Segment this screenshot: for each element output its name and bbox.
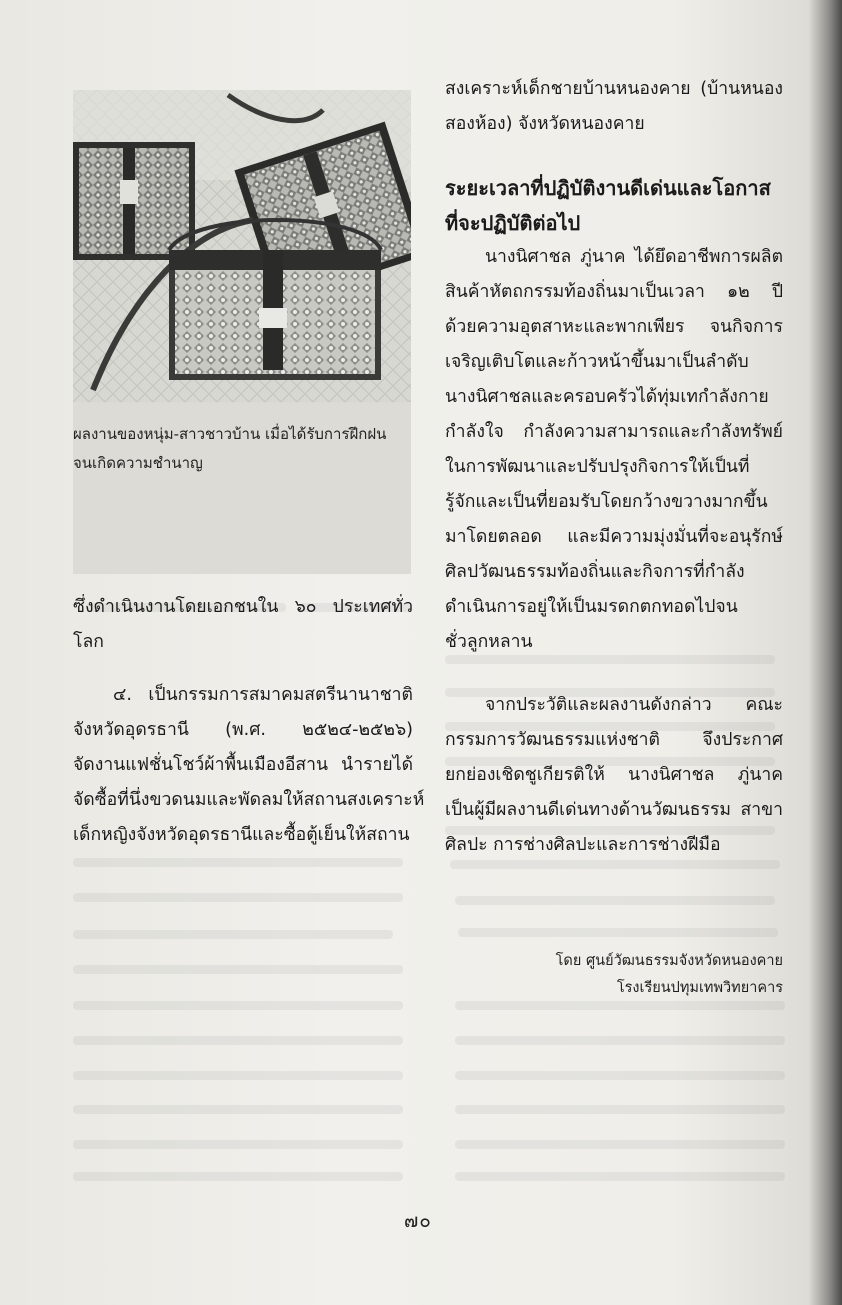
body-line: จังหวัดอุดรธานี (พ.ศ. ๒๕๒๔-๒๕๒๖) bbox=[73, 720, 413, 740]
body-line: นางนิศาชล ภู่นาค ได้ยึดอาชีพการผลิต bbox=[485, 247, 783, 267]
figure-panel bbox=[73, 90, 411, 574]
credit-line: โดย ศูนย์วัฒนธรรมจังหวัดหนองคาย bbox=[555, 953, 783, 969]
body-line: จัดงานแฟชั่นโชว์ผ้าพื้นเมืองอีสาน นำรายได้ bbox=[73, 755, 413, 775]
body-line: ยกย่องเชิดชูเกียรติให้ นางนิศาชล ภู่นาค bbox=[445, 765, 783, 785]
caption-line: ผลงานของหนุ่ม-สาวชาวบ้าน เมื่อได้รับการฝึกฝน bbox=[73, 425, 387, 443]
body-line: ศิลปวัฒนธรรมท้องถิ่นและกิจการที่กำลัง bbox=[445, 562, 745, 582]
body-line: นางนิศาชลและครอบครัวได้ทุ่มเทกำลังกาย bbox=[445, 387, 769, 407]
section-heading: ที่จะปฏิบัติต่อไป bbox=[445, 211, 581, 235]
body-line: เป็นผู้มีผลงานดีเด่นทางด้านวัฒนธรรม สาขา bbox=[445, 800, 783, 820]
body-line: เด็กหญิงจังหวัดอุดรธานีและซื้อตู้เย็นให้สถาน bbox=[73, 825, 410, 845]
body-line: ศิลปะ การช่างศิลปะและการช่างฝีมือ bbox=[445, 835, 721, 855]
photo-caption bbox=[73, 420, 411, 478]
caption-line: จนเกิดความชำนาญ bbox=[73, 454, 203, 472]
author-credit bbox=[445, 948, 783, 1002]
body-line: ชั่วลูกหลาน bbox=[445, 632, 533, 652]
body-line: รู้จักและเป็นที่ยอมรับโดยกว้างขวางมากขึ้น bbox=[445, 492, 768, 512]
page-number: ๗๐ bbox=[404, 1210, 432, 1232]
body-line: ซึ่งดำเนินงานโดยเอกชนใน ๖๐ ประเทศทั่ว bbox=[73, 597, 413, 617]
left-column bbox=[73, 590, 425, 853]
body-line: กรรมการวัฒนธรรมแห่งชาติ จึงประกาศ bbox=[445, 730, 783, 750]
credit-line: โรงเรียนปทุมเทพวิทยาคาร bbox=[616, 980, 783, 996]
body-line: ๔. เป็นกรรมการสมาคมสตรีนานาชาติ bbox=[113, 685, 413, 705]
body-line: จากประวัติและผลงานดังกล่าว คณะ bbox=[485, 695, 783, 715]
handwoven-bags-photo-icon bbox=[73, 90, 411, 402]
body-line: จัดซื้อที่นึ่งขวดนมและพัดลมให้สถานสงเคราะห์ bbox=[73, 790, 425, 810]
section-heading: ระยะเวลาที่ปฏิบัติงานดีเด่นและโอกาส bbox=[445, 176, 771, 200]
body-line: กำลังใจ กำลังความสามารถและกำลังทรัพย์ bbox=[445, 422, 783, 442]
body-line: สองห้อง) จังหวัดหนองคาย bbox=[445, 114, 645, 134]
body-line: สินค้าหัตถกรรมท้องถิ่นมาเป็นเวลา ๑๒ ปี bbox=[445, 282, 783, 302]
bags-photo bbox=[73, 90, 411, 402]
body-line: โลก bbox=[73, 632, 104, 652]
body-line: มาโดยตลอด และมีความมุ่งมั่นที่จะอนุรักษ์ bbox=[445, 527, 783, 547]
body-line: ในการพัฒนาและปรับปรุงกิจการให้เป็นที่ bbox=[445, 457, 750, 477]
body-line: ด้วยความอุตสาหะและพากเพียร จนกิจการ bbox=[445, 317, 783, 337]
body-line: เจริญเติบโตและก้าวหน้าขึ้นมาเป็นลำดับ bbox=[445, 352, 749, 372]
body-line: ดำเนินการอยู่ให้เป็นมรดกตกทอดไปจน bbox=[445, 597, 738, 617]
right-column bbox=[445, 72, 783, 863]
body-line: สงเคราะห์เด็กชายบ้านหนองคาย (บ้านหนอง bbox=[445, 79, 783, 99]
